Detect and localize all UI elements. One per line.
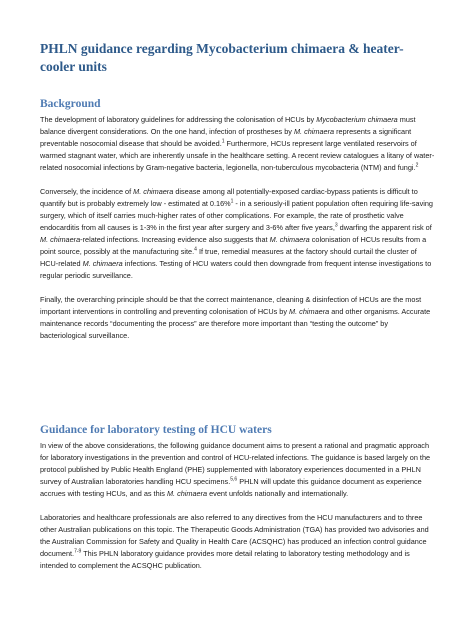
section-heading: Background <box>40 98 101 110</box>
paragraph: Finally, the overarching principle should be that the correct maintenance, cleaning & disinfection of HCUs are the most important interventions in controlling and preventing colonisation of HCUs by M. chimaera and other organisms. Accurate maintenance records “documenting the process” are therefore more important than “testing the outcome” by bacteriological surveillance. <box>40 295 431 340</box>
paragraph: The development of laboratory guidelines for addressing the colonisation of HCUs by Mycobacterium chimaera must balance divergent considerations. On the one hand, infection of prostheses by M. chimaera represents a significant preventable nosocomial disease that should be avoided.$^1$ Furthermore, HCUs represent large ventilated reservoirs of warmed stagnant water, which are inherently unsafe in the healthcare setting. A recent review catalogues a litany of water-related nosocomial infections by Gram-negative bacteria, legionella, non-tuberculous mycobacteria (NTM) and fungi.$^2$ <box>40 115 435 172</box>
section-background <box>40 97 435 342</box>
paragraph: In view of the above considerations, the following guidance document aims to present a rational and pragmatic approach for laboratory investigations in the prevention and control of HCU-related infections. The guidance is based largely on the protocol published by Public Health England (PHE) supplemented with laboratory experiences documented in a PHLN survey of Australian laboratories handling HCU specimens.$^{5,6}$ PHLN will update this guidance document as experience accrues with testing HCUs, and as this M. chimaera event unfolds nationally and internationally. <box>40 441 431 498</box>
page-title: PHLN guidance regarding Mycobacterium chimaera & heater-cooler units <box>40 41 404 74</box>
paragraph: Laboratories and healthcare professionals are also referred to any directives from the HCU manufacturers and to three other Australian publications on this topic. The Therapeutic Goods Administration (TGA) has provided two advisories and the Australian Commission for Safety and Quality in Health Care (ACSQHC) has produced an infection control guidance document.$^{7-9}$ This PHLN laboratory guidance provides more detail relating to laboratory testing methodology and is intended to complement the ACSQHC publication. <box>40 513 429 570</box>
section-guidance <box>40 423 435 572</box>
section-heading: Guidance for laboratory testing of HCU waters <box>40 424 272 436</box>
paragraph: Conversely, the incidence of M. chimaera disease among all potentially-exposed cardiac-bypass patients is difficult to quantify but is probably extremely low - estimated at 0.16%$^1$ - in a seriously-ill patient population often requiring life-saving surgery, which of itself carries much-higher rates of other complications. For example, the rate of prosthetic valve endocarditis from all causes is 1-3% in the first year after surgery and 3-6% after five years,$^3$ dwarfing the apparent risk of M. chimaera-related infections. Increasing evidence also suggests that M. chimaera colonisation of HCUs results from a point source, possibly at the manufacturing site.$^4$ If true, remedial measures at the factory should curtail the cluster of HCU-related M. chimaera infections. Testing of HCU waters could then downgrade from frequent intense investigations to regular periodic surveillance. <box>40 187 433 280</box>
